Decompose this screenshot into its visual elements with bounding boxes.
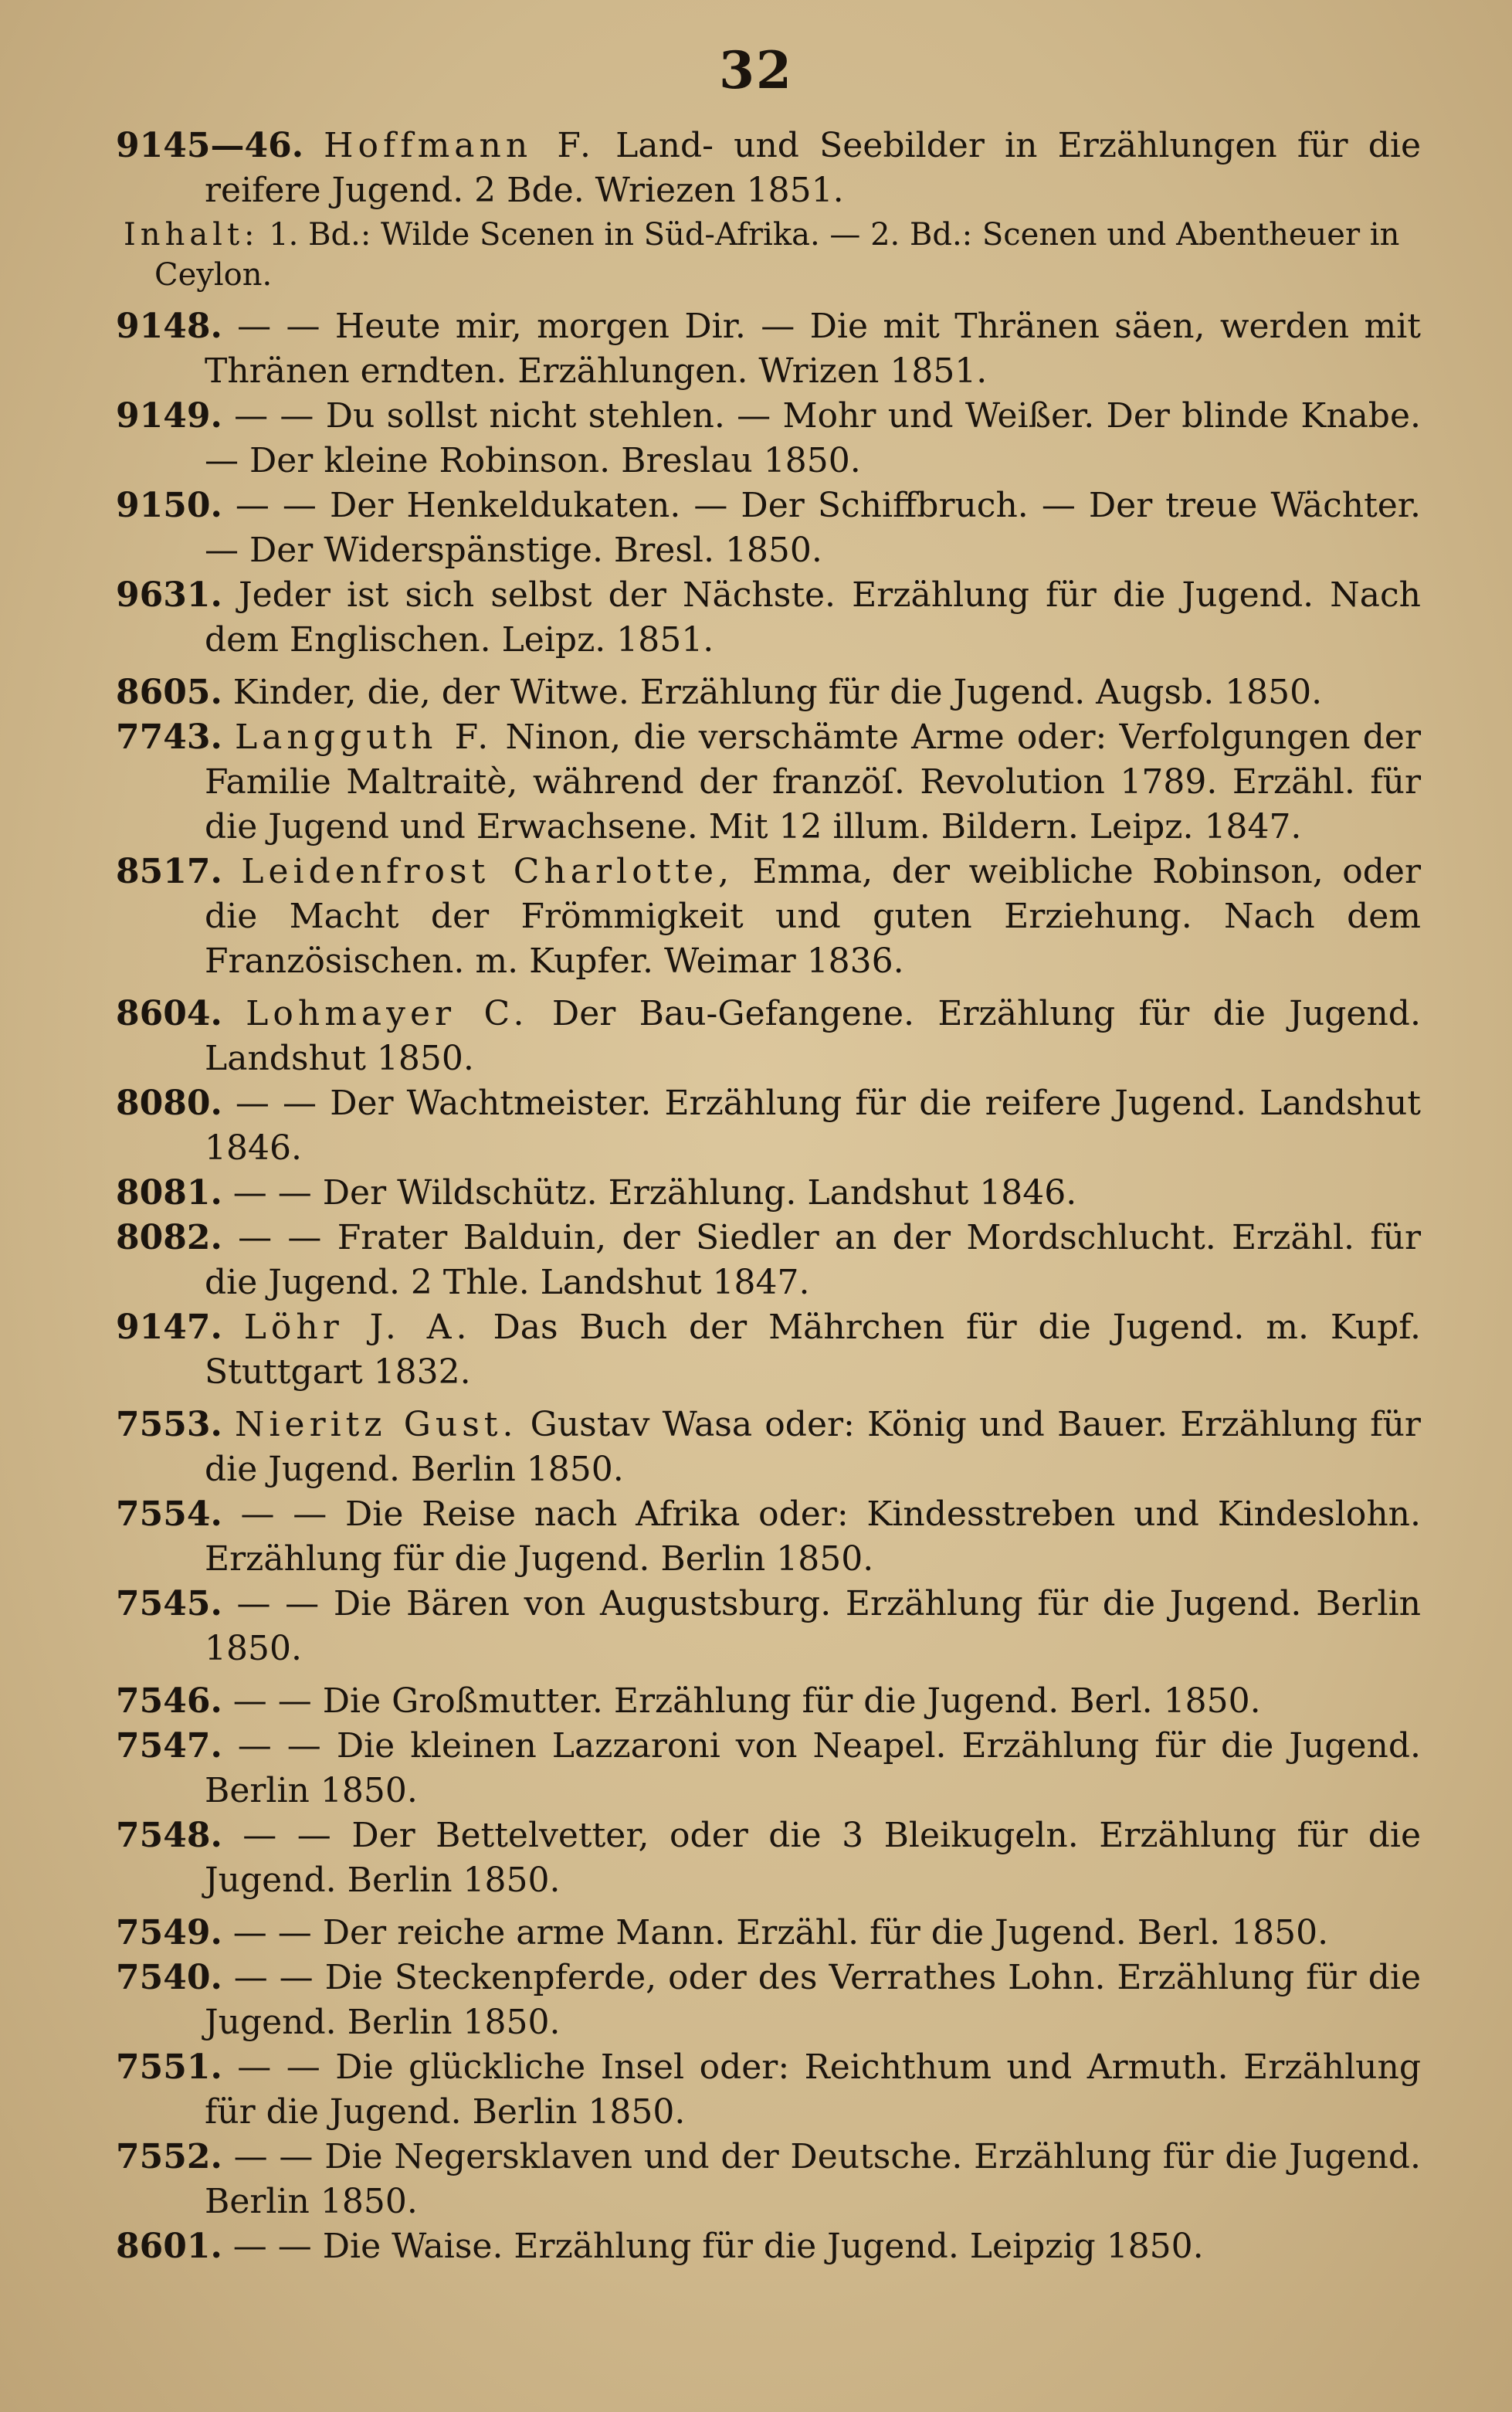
entry-text: — — Die Großmutter. Erzählung für die Jugend. Berl. 1850. [232, 1681, 1261, 1721]
catalog-entry [116, 1403, 1421, 1492]
catalog-entry [116, 2135, 1421, 2224]
entry-number: 8080. [116, 1084, 222, 1123]
contents-label: Inhalt: [124, 217, 259, 253]
catalog-entry [116, 1724, 1421, 1813]
catalog-entry [116, 1081, 1421, 1171]
catalog-entry [116, 394, 1421, 483]
entry-text: — — Die Steckenpferde, oder des Verrathes Lohn. Erzählung für die Jugend. Berlin 1850. [205, 1958, 1421, 2042]
entry-author: Hoffmann F. [324, 126, 596, 165]
entry-number: 9149. [116, 396, 222, 436]
entry-text: — — Die Negersklaven und der Deutsche. Erzählung für die Jugend. Berlin 1850. [205, 2137, 1421, 2221]
catalog-entry [116, 1813, 1421, 1903]
catalog-entry [116, 670, 1421, 715]
catalog-entry [116, 715, 1421, 850]
contents-text: 1. Bd.: Wilde Scenen in Süd-Afrika. — 2. Bd.: Scenen und Abentheuer in Ceylon. [154, 217, 1400, 293]
page-number: 32 [719, 40, 793, 100]
entry-author: Nieritz Gust. [234, 1405, 518, 1444]
catalog-entry [116, 1582, 1421, 1671]
entry-number: 9631. [116, 575, 222, 615]
entry-number: 7546. [116, 1681, 222, 1721]
entry-number: 9150. [116, 486, 222, 525]
entry-author: Lohmayer C. [246, 994, 529, 1033]
entry-number: 7554. [116, 1494, 222, 1534]
entry-number: 8601. [116, 2227, 222, 2266]
entry-number: 9145—46. [116, 126, 304, 165]
entry-text: — — Die Waise. Erzählung für die Jugend. Leipzig 1850. [232, 2227, 1204, 2266]
entry-number: 8081. [116, 1173, 222, 1213]
catalog-entry [116, 1492, 1421, 1582]
catalog-entry [116, 1216, 1421, 1305]
entry-text: Ninon, die verschämte Arme oder: Verfolgungen der Familie Maltraitè, während der franzöſ. Revolution 1789. Erzähl. für die Jugend und Erwachsene. Mit 12 illum. Bildern. Leipz. 1847. [205, 717, 1421, 846]
catalog-entry [116, 1956, 1421, 2045]
entry-text: — — Der reiche arme Mann. Erzähl. für die Jugend. Berl. 1850. [232, 1913, 1329, 1952]
contents-note [116, 215, 1421, 295]
entry-text: — — Der Wachtmeister. Erzählung für die reifere Jugend. Landshut 1846. [205, 1084, 1421, 1168]
entry-text: — — Die Bären von Augustsburg. Erzählung für die Jugend. Berlin 1850. [205, 1584, 1421, 1668]
entry-text: — — Der Bettelvetter, oder die 3 Bleikugeln. Erzählung für die Jugend. Berlin 1850. [205, 1816, 1421, 1900]
entry-author: Langguth F. [234, 717, 493, 757]
entry-text: — — Die Reise nach Afrika oder: Kindesstreben und Kindeslohn. Erzählung für die Jugend. Berlin 1850. [205, 1494, 1421, 1579]
entry-text: — — Der Henkeldukaten. — Der Schiffbruch. — Der treue Wächter. — Der Widerspänstige. Bresl. 1850. [205, 486, 1421, 570]
catalog-entry [116, 1911, 1421, 1956]
entry-text: Gustav Wasa oder: König und Bauer. Erzählung für die Jugend. Berlin 1850. [205, 1405, 1421, 1489]
entry-text: — — Heute mir, morgen Dir. — Die mit Thränen säen, werden mit Thränen erndten. Erzählungen. Wrizen 1851. [205, 307, 1421, 391]
entry-text: Emma, der weibliche Robinson, oder die Macht der Frömmigkeit und guten Erziehung. Nach dem Französischen. m. Kupfer. Weimar 1836. [205, 852, 1421, 981]
entry-text: Der Bau-Gefangene. Erzählung für die Jugend. Landshut 1850. [205, 994, 1421, 1078]
catalog-entry [116, 992, 1421, 1081]
catalog-entry [116, 2224, 1421, 2269]
entry-text: — — Der Wildschütz. Erzählung. Landshut 1846. [232, 1173, 1077, 1213]
entry-text: Kinder, die, der Witwe. Erzählung für die Jugend. Augsb. 1850. [232, 673, 1323, 712]
entry-text: — — Du sollst nicht stehlen. — Mohr und Weißer. Der blinde Knabe. — Der kleine Robinson. Breslau 1850. [205, 396, 1421, 480]
catalog-entry [116, 483, 1421, 573]
catalog-entry [116, 1171, 1421, 1216]
entry-text: Land- und Seebilder in Erzählungen für die reifere Jugend. 2 Bde. Wriezen 1851. [205, 126, 1421, 210]
catalog-entry [116, 124, 1421, 213]
catalog-entries [116, 124, 1421, 2269]
entry-text: Das Buch der Mährchen für die Jugend. m. Kupf. Stuttgart 1832. [205, 1308, 1421, 1392]
entry-number: 9148. [116, 307, 222, 346]
entry-number: 7552. [116, 2137, 222, 2176]
catalog-entry [116, 2045, 1421, 2135]
entry-number: 7551. [116, 2047, 222, 2087]
entry-number: 8604. [116, 994, 222, 1033]
entry-text: — — Die glückliche Insel oder: Reichthum und Armuth. Erzählung für die Jugend. Berlin 1850. [205, 2047, 1421, 2132]
entry-number: 9147. [116, 1308, 222, 1347]
entry-number: 8082. [116, 1218, 222, 1257]
entry-text: — — Die kleinen Lazzaroni von Neapel. Erzählung für die Jugend. Berlin 1850. [205, 1726, 1421, 1810]
entry-text: — — Frater Balduin, der Siedler an der Mordschlucht. Erzähl. für die Jugend. 2 Thle. Landshut 1847. [205, 1218, 1421, 1302]
entry-number: 8517. [116, 852, 222, 891]
catalog-entry [116, 850, 1421, 984]
entry-number: 7540. [116, 1958, 222, 1997]
entry-number: 7548. [116, 1816, 222, 1855]
entry-number: 7547. [116, 1726, 222, 1766]
catalog-entry [116, 573, 1421, 663]
entry-text: Jeder ist sich selbst der Nächste. Erzählung für die Jugend. Nach dem Englischen. Leipz. 1851. [205, 575, 1421, 660]
entry-number: 7553. [116, 1405, 222, 1444]
entry-number: 8605. [116, 673, 222, 712]
catalog-entry [116, 304, 1421, 394]
entry-author: Leidenfrost Charlotte, [241, 852, 734, 891]
entry-author: Löhr J. A. [243, 1308, 472, 1347]
entry-number: 7545. [116, 1584, 222, 1623]
entry-number: 7743. [116, 717, 222, 757]
catalog-entry [116, 1679, 1421, 1724]
entry-number: 7549. [116, 1913, 222, 1952]
catalog-entry [116, 1305, 1421, 1395]
